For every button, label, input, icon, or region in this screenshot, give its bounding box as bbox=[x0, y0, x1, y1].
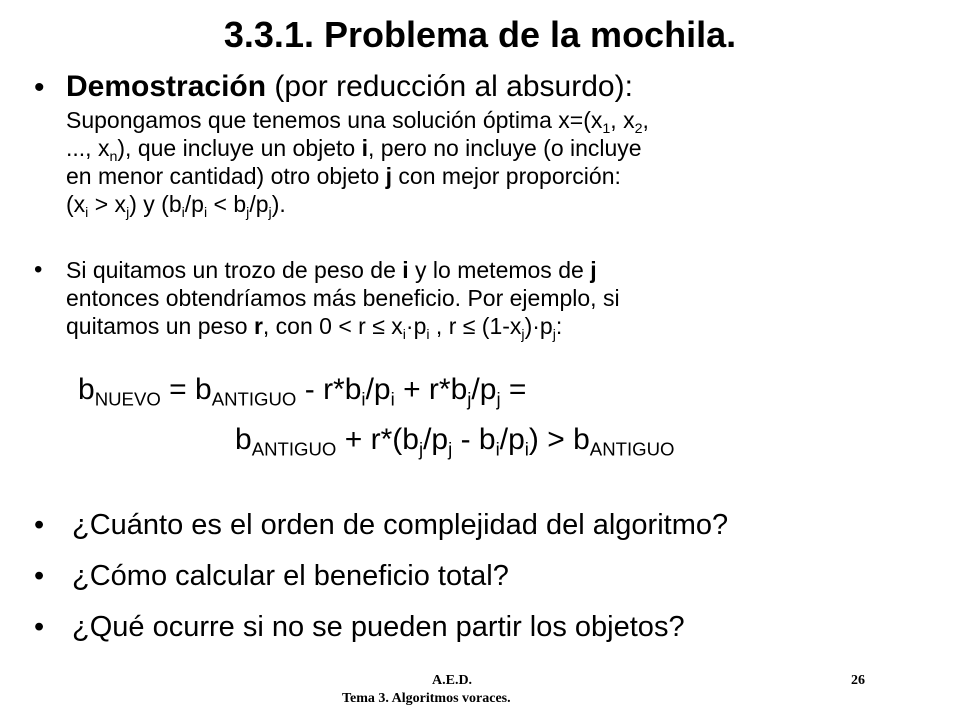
bullet-icon: • bbox=[34, 509, 45, 541]
footer-topic: Tema 3. Algoritmos voraces. bbox=[342, 691, 511, 706]
text-line: quitamos un peso r, con $0 < r \le x_i\cdot p_i$ , $r \le (1-x_j)\cdot p_j$: bbox=[66, 313, 563, 343]
text-line: $(x_i > x_j)$ y $(b_i/p_i < b_j/p_j)$. bbox=[66, 191, 286, 221]
text-line: entonces obtendríamos más beneficio. Por ejemplo, si bbox=[66, 285, 620, 311]
question-complejidad bbox=[34, 507, 924, 543]
bullet-body bbox=[66, 68, 924, 221]
bullet-si-quitamos bbox=[34, 256, 924, 343]
bullet-icon: • bbox=[34, 256, 43, 283]
footer-page-number: 26 bbox=[851, 673, 865, 688]
heading-rest: (por reducción al absurdo): bbox=[266, 70, 633, 103]
question-text: ¿Cuánto es el orden de complejidad del algoritmo? bbox=[72, 509, 729, 541]
text-line: ..., $x_n$), que incluye un objeto i, pero no incluye (o incluye bbox=[66, 135, 642, 165]
question-beneficio bbox=[34, 558, 924, 594]
text-line: Supongamos que tenemos una solución óptima $x=(x_1$, $x_2$, bbox=[66, 107, 649, 137]
heading-bold: Demostración bbox=[66, 70, 267, 103]
text-line: en menor cantidad) otro objeto j con mejor proporción: bbox=[66, 163, 621, 189]
bullet-heading bbox=[66, 68, 924, 106]
demostracion-text bbox=[66, 106, 924, 221]
text-line: Si quitamos un trozo de peso de i y lo metemos de j bbox=[66, 257, 597, 283]
bullet-icon: • bbox=[34, 560, 45, 592]
question-text: ¿Qué ocurre si no se pueden partir los objetos? bbox=[72, 611, 685, 643]
bullet-icon: • bbox=[34, 71, 45, 104]
si-quitamos-text bbox=[66, 256, 924, 343]
leq-symbol: ≤ bbox=[462, 313, 476, 339]
equation-b-nuevo: $b_{NUEVO} = b_{ANTIGUO} - r*b_i/p_i + r*b_j/p_j$ = bbox=[78, 373, 527, 410]
bullet-demostracion bbox=[34, 68, 924, 221]
question-partir-objetos bbox=[34, 609, 924, 645]
question-text: ¿Cómo calcular el beneficio total? bbox=[72, 560, 509, 592]
leq-symbol: ≤ bbox=[372, 313, 385, 339]
slide-title: 3.3.1. Problema de la mochila. bbox=[223, 14, 737, 55]
bullet-icon: • bbox=[34, 611, 45, 643]
footer-course: A.E.D. bbox=[432, 673, 473, 688]
equation-b-antiguo: $b_{ANTIGUO} + r*(b_j/p_j - b_i/p_i) > b_{ANTIGUO}$ bbox=[235, 423, 675, 460]
